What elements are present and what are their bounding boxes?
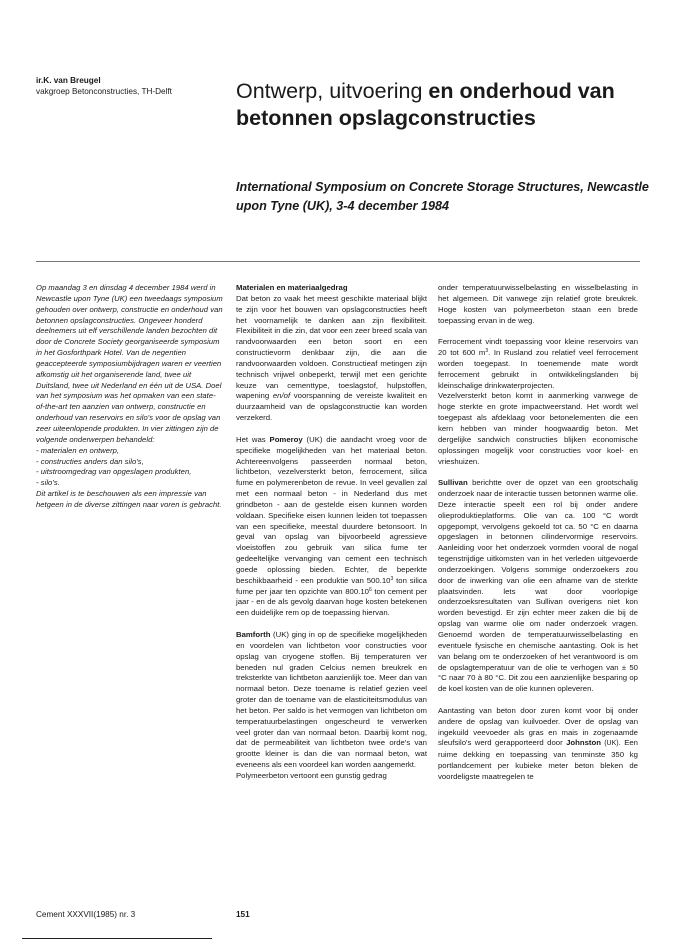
author-mention: Sullivan xyxy=(438,478,468,488)
article-subtitle xyxy=(236,178,656,216)
header-divider xyxy=(36,261,640,262)
paragraph-text: Dat beton zo vaak het meest geschikte materiaal blijkt te zijn voor het bouwen van opslagconstructies heeft het voornamelijk te danken aan zijn flexibiliteit. Flexibiliteit in die zin, dat voor een zeer breed scala van randvoorwaarden een beton soort en een constructievorm denkbaar zijn, die aan die randvoorwaarden voldoen. Constructieaf metingen zijn technisch vrijwel onbeperkt, terwijl met een gerichte keuze van cementtype, toeslagstof, hulpstoffen, wapening xyxy=(236,293,427,401)
paragraph-text: Het was xyxy=(236,434,270,444)
paragraph xyxy=(438,706,638,783)
page-number: 151 xyxy=(236,910,250,919)
section-heading: Materialen en materiaalgedrag xyxy=(236,283,348,292)
superscript: 3 xyxy=(390,575,394,582)
paragraph xyxy=(438,478,638,695)
article-title xyxy=(236,78,646,132)
footer-rule xyxy=(22,938,212,939)
body-column-1 xyxy=(236,283,427,782)
paragraph-text: Aantasting van beton door zuren komt voor bij onder andere de opslag van kuilvoeder. Over de opslag van ingekuild veevoeder als gras en mais in zogenaamde sleufsilo's werd gerapporteerd door xyxy=(438,705,638,748)
paragraph: onder temperatuurwisselbelasting en wisselbelasting in het algemeen. Dit vanwege zijn relatief grote breukrek. Hoge kosten van polymeerbeton staan een brede toepassing ervan in de weg. xyxy=(438,283,638,325)
paragraph xyxy=(236,630,427,771)
paragraph-text: (UK) ging in op de specifieke mogelijkheden en voordelen van lichtbeton voor constructies voor opslag van cryogene stoffen. Bij temperaturen ver beneden nul graden Celcius nemen breukrek en treksterkte van lichtbeton aanzienlijk toe. Meer dan van normaal beton. Deze toename is relatief gezien veel groter dan de toename van de elasticiteitsmodulus van het beton. Per saldo is het vermogen van lichtbeton om temperatuurbelastingen ongescheurd te verwerken veel groter dan van normaal beton. Daarbij komt nog, dat de permeabiliteit van lichtbeton twee orde's van grootte kleiner is dan die van normaal beton, wat eveneens als een voordeel kan worden aangemerkt. xyxy=(236,630,427,770)
paragraph: Vezelversterkt beton komt in aanmerking vanwege de hoge sterkte en grote impactweerstand. Het wordt wel toegepast als afdeklaag voor betonelementen die een kern hebben van minder hoogwaardig beton. Met dergelijke sandwich constructies blijken economische oplossingen mogelijk voor constructies voor koel- en vrieshuizen. xyxy=(438,391,638,466)
author-name: ir.K. van Breugel xyxy=(36,76,101,85)
author-affiliation: vakgroep Betonconstructies, TH-Delft xyxy=(36,87,172,96)
paragraph-text: . In Rusland zou relatief veel ferrocement worden toegepast. In toenemende mate wordt ferrocement gebruikt in ontwikkelingslanden bij kleinschalige drinkwaterprojecten. xyxy=(438,348,638,390)
subtitle-symposium: International Symposium xyxy=(236,180,387,194)
paragraph-text: berichtte over de opzet van een grootschalig onderzoek naar de interactie tussen betonnen warme olie. Deze interactie speelt een rol bij onder andere olieproduktieplatforms. Olie van ca. 100 °C wordt opgepompt, vervolgens gekoeld tot ca. 50 °C en daarna opgeslagen in betonnen cilindervormige reservoirs. Aanleiding voor het onderzoek vormden vooral de nogal tegenstrijdige uitkomsten van in het verleden uitgevoerde onderzoekingen. Volgens sommige onderzoekers zou door de inwerking van olie een afname van de sterkte plaatsvinden. lets wat door voorlopige onderzoeksresultaten van Sullivan overigens niet kon worden bevestigd. Er zijn echter meer zaken die bij de opslag van warme olie om nader onderzoek vragen. Genoemd worden de temperatuurwisselbelasting en eventuele fysische en chemische aantasting. Ook is het van belang om te onderzoeken of het verantwoord is om de opslagtemperatuur van de olie te verhogen van ± 50 °C naar 70 à 80 °C. Dit zou een aanzienlijke besparing op de koel kosten van de olie kunnen opleveren. xyxy=(438,478,638,694)
author-mention: Bamforth xyxy=(236,630,271,639)
abstract-item: - uitstroomgedrag van opgeslagen produkten, xyxy=(36,467,192,477)
author-mention: Pomeroy xyxy=(269,434,303,444)
abstract-item: - materialen en ontwerp, xyxy=(36,445,120,455)
paragraph xyxy=(236,294,427,424)
paragraph xyxy=(438,337,638,391)
paragraph-text: ton silica fume per jaar ten opzichte van 800.10 xyxy=(236,575,427,596)
abstract xyxy=(36,283,224,511)
paragraph-text: ton cement per jaar - en de als gevolg daarvan hoge kosten betekenen een duidelijke rem op de toepassing hiervan. xyxy=(236,586,427,618)
abstract-item: - constructies anders dan silo's, xyxy=(36,456,144,466)
paragraph-italic: en/of xyxy=(272,391,291,401)
paragraph-text: Ferrocement vindt toepassing voor kleine reservoirs van 20 tot 600 m xyxy=(438,337,638,358)
subtitle-details: on Concrete Storage Structures, Newcastle upon Tyne (UK), 3-4 december 1984 xyxy=(236,180,649,213)
superscript: 6 xyxy=(368,586,372,593)
superscript: 3 xyxy=(485,348,489,355)
abstract-item: - silo's. xyxy=(36,478,60,488)
paragraph xyxy=(236,435,427,619)
abstract-intro: Op maandag 3 en dinsdag 4 december 1984 werd in Newcastle upon Tyne (UK) een tweedaags symposium gehouden over ontwerp, constructie en onderhoud van betonnen opslagconstructies. Ongeveer honderd deelnemers uit elf verschillende landen bezochten dit door de Concrete Society georganiseerde symposium in het Gosforthpark Hotel. Van de negentien geaccepteerde symposiumbijdragen waren er veertien afkomstig uit het organiserende land, twee uit Duitsland, twee uit Nederland en één uit de USA. Doel van het symposium was het opmaken van een state-of-the-art ten aanzien van ontwerp, constructie en onderhoud van reservoirs en silo's voor de opslag van zeer uiteenlopende produkten. In vier zittingen zijn de volgende onderwerpen behandeld: xyxy=(36,283,223,444)
title-part-bold: en onderhoud van betonnen opslagconstructies xyxy=(236,79,615,130)
title-part-light: Ontwerp, uitvoering xyxy=(236,79,429,103)
author-mention: Johnston xyxy=(566,738,601,748)
paragraph-text: . Een ruime dekking en toepassing van tenminste 350 kg portlandcement per kubieke meter beton bleken de voordeligste maatregelen te xyxy=(438,738,638,781)
paragraph-text: (UK) die aandacht vroeg voor de specifieke mogelijkheden van het materiaal beton. Achtereenvolgens passeerden normaal beton, lichtbeton, vezelversterkt beton, ferrocement, silica fume en polymerenbeton de revue. In veel gevallen zal met een normaal beton - in Nederland dus met grindbeton - aan de gestelde eisen kunnen worden voldaan. Specifieke eisen kunnen leiden tot toepassen van een specifieke, meestal duurdere betonsoort. In geval van opslag van bijvoorbeeld agressieve vloeistoffen zou gebruik van silica fume ter gedeeltelijke vervanging van cement een technisch goede oplossing bieden. Echter, de beperkte beschikbaarheid - een produktie van 500.10 xyxy=(236,434,427,585)
country-tag: (UK) xyxy=(600,740,619,748)
body-column-2 xyxy=(438,283,638,783)
journal-reference: Cement XXXVII(1985) nr. 3 xyxy=(36,910,136,919)
paragraph: Polymeerbeton vertoont een gunstig gedrag xyxy=(236,770,387,780)
paragraph-text: voorspanning de vereiste kwaliteit en duurzaamheid van de opslagconstructie kan worden verzekerd. xyxy=(236,391,427,423)
abstract-closing: Dit artikel is te beschouwen als een impressie van hetgeen in de diverse zittingen naar voren is gebracht. xyxy=(36,489,222,509)
